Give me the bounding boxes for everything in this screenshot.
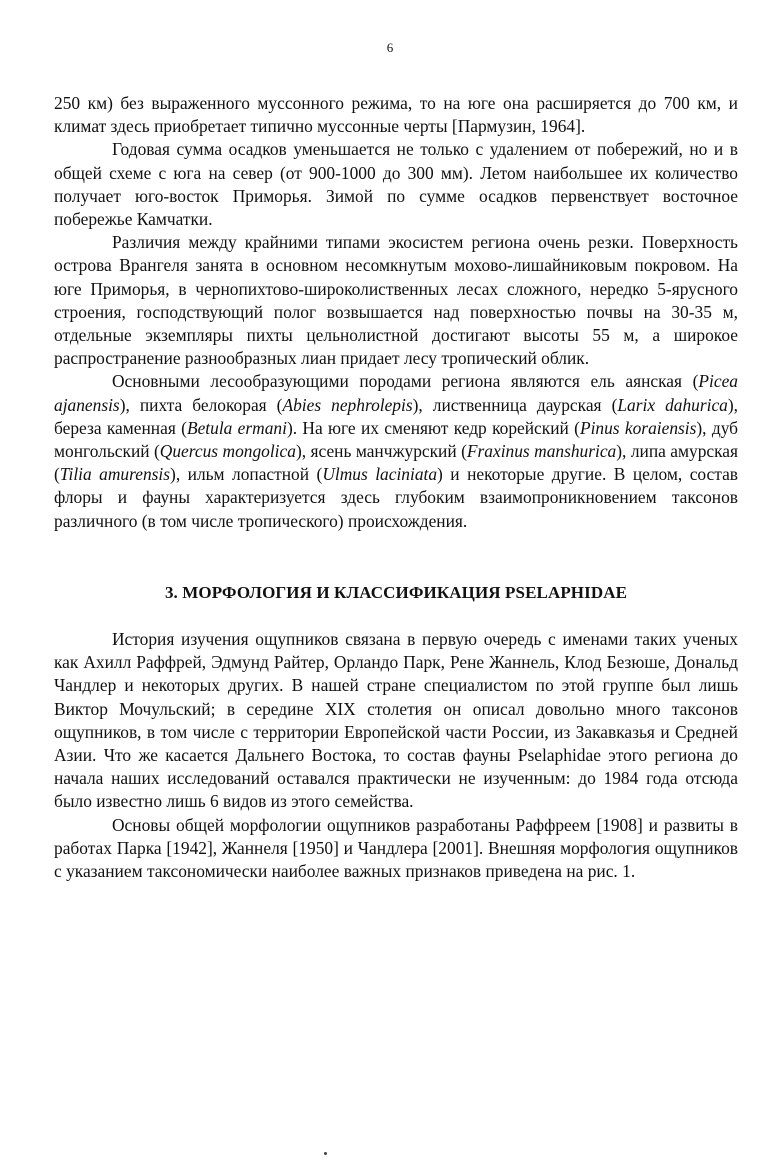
text-run: ), липа амурская ( <box>54 441 739 485</box>
text-run: ), ильм лопастной ( <box>170 464 323 485</box>
paragraph-morphology-basis: Основы общей морфологии ощупников разработаны Раффреем [1908] и развиты в работах Парка [1942], Жаннеля [1950] и Чандлера [2001]. Внешняя морфология ощупников с указанием таксономически наиболее важных признаков приведена на рис. 1. <box>54 814 738 882</box>
species-name: Ulmus laciniata <box>322 464 438 485</box>
species-name: Abies nephrolepis <box>282 394 413 415</box>
text-run: ), береза каменная ( <box>54 394 739 438</box>
species-name: Pinus koraiensis <box>579 417 697 438</box>
text-run: ) и некоторые другие. В целом, состав флоры и фауны характеризуется здесь глубоким взаимопроникновением таксонов различного (в том числе тропического) происхождения. <box>54 464 739 531</box>
species-name: Betula ermani <box>186 417 287 438</box>
section-heading: 3. МОРФОЛОГИЯ И КЛАССИФИКАЦИЯ PSELAPHIDAE <box>164 583 628 602</box>
paragraph-precipitation: Годовая сумма осадков уменьшается не только с удалением от побережий, но и в общей схеме с юга на север (от 900-1000 до 300 мм). Летом наибольшее их количество получает юго-восток Приморья. Зимой по сумме осадков первенствует восточное побережье Камчатки. <box>54 139 738 230</box>
scan-speck <box>324 1152 327 1155</box>
section-climate-vegetation <box>54 92 738 533</box>
paragraph-climate-continuation: 250 км) без выраженного муссонного режима, то на юге она расширяется до 700 км, и климат здесь приобретает типично муссонные черты [Пармузин, 1964]. <box>54 93 738 137</box>
species-name: Quercus mongolica <box>159 441 296 462</box>
text-run: Основными лесообразующими породами региона являются ель аянская ( <box>112 371 699 392</box>
paragraph-ecosystem-contrasts: Различия между крайними типами экосистем региона очень резки. Поверхность острова Врангеля занята в основном несомкнутым мохово-лишайниковым покровом. На юге Приморья, в чернопихтово-широколиственных лесах сложного, нередко 5-ярусного строения, господствующий полог возвышается над поверхностью почвы на 30-35 м, отдельные экземпляры пихты цельнолистной достигают высоты 55 м, а широкое распространение разнообразных лиан придает лесу тропический облик. <box>54 232 738 369</box>
paragraph-history: История изучения ощупников связана в первую очередь с именами таких ученых как Ахилл Раффрей, Эдмунд Райтер, Орландо Парк, Рене Жаннель, Клод Безюше, Дональд Чандлер и некоторых других. В нашей стране специалистом по этой группе был лишь Виктор Мочульский; в середине XIX столетия он описал довольно много таксонов ощупников, в том числе с территории Европейской части России, из Закавказья и Средней Азии. Что же касается Дальнего Востока, то состав фауны Pselaphidae этого региона до начала наших исследований оставался практически не изученным: до 1984 года отсюда было известно лишь 6 видов из этого семейства. <box>54 629 738 812</box>
paragraph-forest-species <box>54 370 738 532</box>
text-run: ). На юге их сменяют кедр корейский ( <box>286 417 580 438</box>
species-name: Fraxinus manshurica <box>466 441 617 462</box>
text-run: ), пихта белокорая ( <box>119 394 283 415</box>
text-run: ), ясень манчжурский ( <box>295 441 467 462</box>
text-run: ), дуб монгольский ( <box>54 417 739 462</box>
section-morphology <box>54 628 738 883</box>
page-number: 6 <box>386 40 394 55</box>
species-name: Larix dahurica <box>617 394 728 415</box>
species-name: Tilia amurensis <box>59 464 171 485</box>
text-run: ), лиственница даурская ( <box>412 394 618 415</box>
species-name: Picea ajanensis <box>54 371 738 415</box>
